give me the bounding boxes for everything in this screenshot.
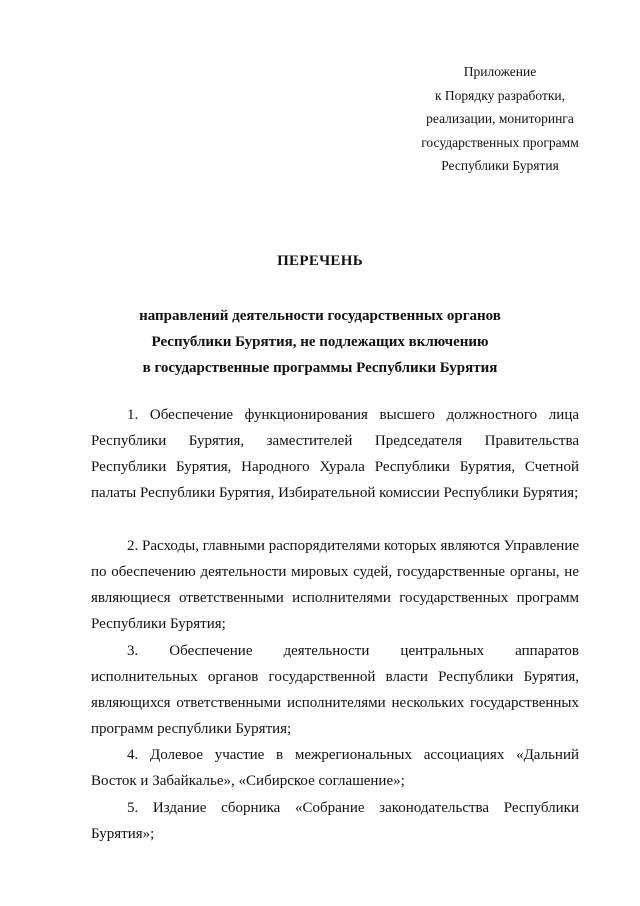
appendix-note bbox=[400, 60, 600, 178]
document-title: ПЕРЕЧЕНЬ bbox=[277, 253, 363, 269]
subtitle-line: Республики Бурятия, не подлежащих включению bbox=[151, 334, 489, 350]
item-text: Обеспечение деятельности центральных аппаратов исполнительных органов государственной власти Республики Бурятия, являющихся ответственными исполнителями нескольких государственных программ республики Бурятия; bbox=[91, 643, 580, 738]
item-number: 5. bbox=[127, 800, 139, 816]
item-number: 3. bbox=[127, 643, 139, 659]
appendix-line: государственных программ bbox=[421, 134, 579, 150]
appendix-line: к Порядку разработки, bbox=[434, 87, 566, 103]
item-text: Обеспечение функционирования высшего должностного лица Республики Бурятия, заместителей Председателя Правительства Республики Бурятия, Народного Хурала Республики Бурятия, Счетной палаты Республики Бурятия, Избирательной комиссии Республики Бурятия; bbox=[91, 407, 580, 502]
item-number: 2. bbox=[127, 538, 139, 554]
appendix-line: реализации, мониторинга bbox=[426, 111, 574, 126]
item-text: Расходы, главными распорядителями которых являются Управление по обеспечению деятельности мировых судей, государственные органы, не являющиеся ответственными исполнителями государственных программ Республики Бурятия; bbox=[91, 538, 580, 633]
item-number: 4. bbox=[127, 747, 139, 763]
item-text: Долевое участие в межрегиональных ассоциациях «Дальний Восток и Забайкалье», «Сибирское соглашение»; bbox=[91, 747, 579, 790]
list-item-5 bbox=[91, 795, 579, 847]
appendix-line: Приложение bbox=[463, 64, 537, 79]
list-item-2 bbox=[91, 533, 579, 637]
list-item-1 bbox=[91, 402, 579, 506]
item-number: 1. bbox=[127, 407, 139, 423]
subtitle-line: в государственные программы Республики Бурятия bbox=[142, 360, 498, 376]
subtitle-line: направлений деятельности государственных органов bbox=[139, 308, 501, 324]
appendix-line: Республики Бурятия bbox=[441, 158, 559, 173]
item-text: Издание сборника «Собрание законодательства Республики Бурятия»; bbox=[91, 800, 579, 843]
document-subtitle bbox=[90, 303, 550, 381]
list-item-4 bbox=[91, 742, 579, 794]
list-item-3 bbox=[91, 638, 579, 742]
